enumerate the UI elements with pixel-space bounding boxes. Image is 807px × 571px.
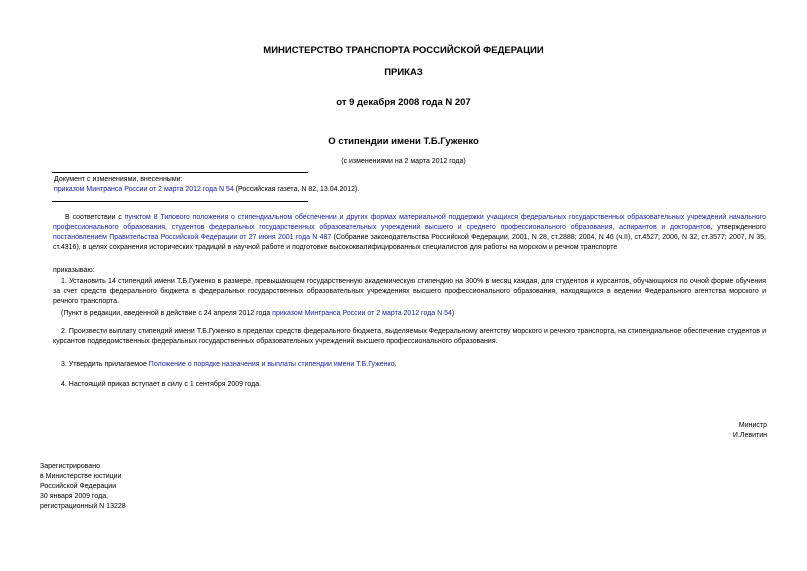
item-3 — [53, 360, 766, 370]
amendments-entry — [54, 186, 359, 193]
order-title: О стипендии имени Т.Б.Гуженко — [328, 136, 479, 147]
registration-line-2: в Министерстве юстиции — [40, 473, 122, 480]
registration-line-5: регистрационный N 13228 — [40, 503, 126, 510]
government-decree-link[interactable]: постановлением Правительства Российской Федерации от 27 июня 2001 года N 487 — [53, 234, 332, 241]
item-4: 4. Настоящий приказ вступает в силу с 1 сентября 2009 года. — [61, 381, 262, 388]
registration-line-3: Российской Федерации — [40, 483, 117, 490]
item-1: 1. Установить 14 стипендий имени Т.Б.Гуженко в размере, превышающем государственную академическую стипендию на 300% в месяц каждая, для студентов и курсантов, обучающихся по очной форме обучения за счет средств федерального бюджета в федеральных государственных образовательных учреждениях высшего профессионального образования, находящихся в ведении Федерального агентства морского и речного транспорта. — [53, 278, 766, 305]
item-1-note-link[interactable]: приказом Минтранса России от 2 марта 2012 года N 54 — [272, 310, 452, 317]
preamble-text-2: , утвержденного — [710, 224, 766, 231]
registration-line-4: 30 января 2009 года, — [40, 493, 109, 500]
preamble-text-1: В соответствии с — [65, 214, 125, 221]
preamble-paragraph — [53, 213, 766, 253]
regulation-link[interactable]: Положение о порядке назначения и выплаты стипендии имени Т.Б.Гуженко — [148, 361, 395, 368]
item-2: 2. Произвести выплату стипендий имени Т.Б.Гуженко в пределах средств федерального бюджета, выделяемых Федеральному агентству морского и речного транспорта, на стипендиальное обеспечение студентов и курсантов подведомственных федеральных государственных образовательных учреждений высшего профессионального образования. — [53, 328, 766, 345]
item-3-end: . — [394, 361, 397, 368]
item-1-note-close: ) — [451, 310, 455, 317]
orders-label: приказываю: — [53, 267, 95, 274]
changes-note: (с изменениями на 2 марта 2012 года) — [341, 158, 466, 165]
signatory-name: И.Левитин — [732, 432, 767, 439]
typical-regulation-link[interactable]: пунктом 8 Типового положения о стипендиальном обеспечении и других формах материальной поддержки учащихся федеральных государственных образовательных учреждений начального профессионального образования, студентов федеральных государственных образовательных учреждений высшего и среднего профессионального образования, аспирантов и докторантов — [53, 214, 766, 231]
amendments-intro: Документ с изменениями, внесенными: — [54, 176, 183, 183]
amendment-order-link[interactable]: приказом Минтранса России от 2 марта 2012 года N 54 — [54, 186, 234, 193]
item-1-note — [53, 309, 766, 319]
order-date-number: от 9 декабря 2008 года N 207 — [336, 97, 471, 108]
amendments-bottom-divider — [52, 201, 308, 202]
amendments-top-divider — [52, 172, 308, 173]
ministry-heading: МИНИСТЕРСТВО ТРАНСПОРТА РОССИЙСКОЙ ФЕДЕРАЦИИ — [263, 45, 544, 56]
signatory-position: Министр — [738, 422, 767, 429]
amendment-source: (Российская газета, N 82, 13.04.2012). — [233, 186, 360, 193]
document-type-heading: ПРИКАЗ — [384, 67, 423, 78]
registration-line-1: Зарегистрировано — [40, 463, 100, 470]
item-3-text: 3. Утвердить прилагаемое — [61, 361, 149, 368]
preamble-text-3: (Собрание законодательства Российской Федерации, 2001, N 28, ст.2888; 2004, N 46 (ч.II), ст.4527; 2006, N 32, ст.3577; 2007, N 35, ст.4316), в целях сохранения исторических традиций в научной работе и подготовке высококвалифицированных специалистов для работы на морском и речном транспорте — [53, 234, 766, 251]
item-1-note-text: (Пункт в редакции, введенной в действие с 24 апреля 2012 года — [61, 310, 273, 317]
